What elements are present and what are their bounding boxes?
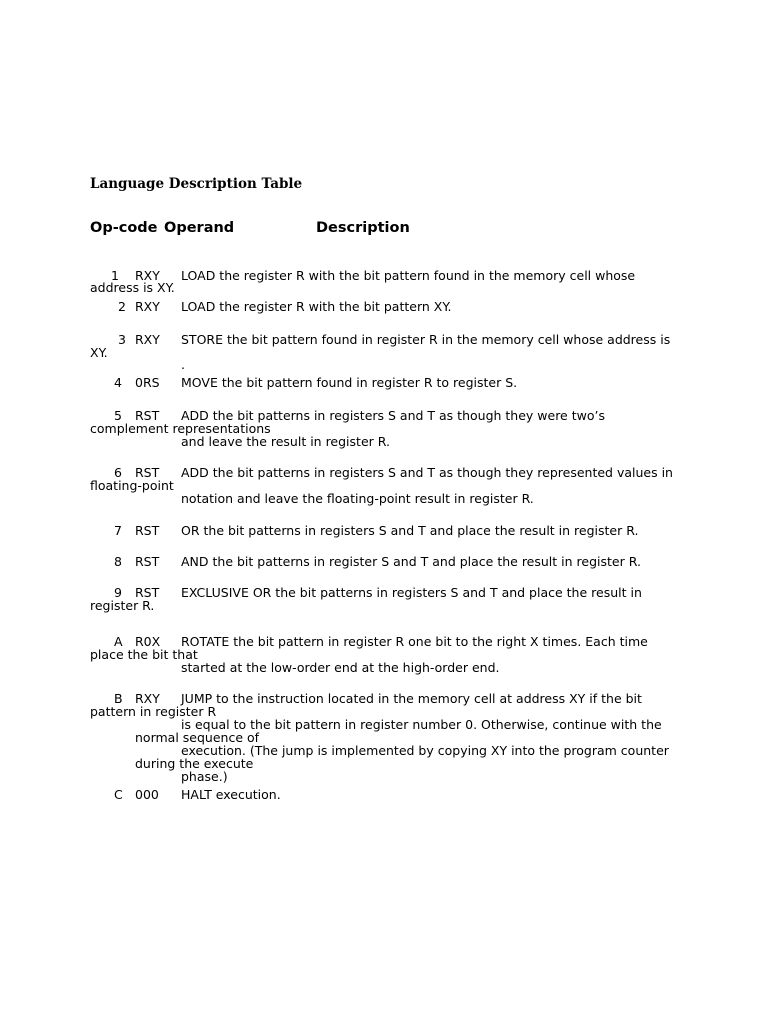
row-b-description-cont-2: execution. (The jump is implemented by copying XY into the program counter	[181, 743, 669, 758]
row-3-opcode: 3	[118, 332, 126, 347]
row-6-description: ADD the bit patterns in registers S and T as though they represented values in	[181, 465, 673, 480]
row-b-description-wrap: pattern in register R	[90, 704, 217, 719]
row-1-description: LOAD the register R with the bit pattern found in the memory cell whose	[181, 268, 636, 283]
row-b-description: JUMP to the instruction located in the memory cell at address XY if the bit	[181, 691, 642, 706]
row-9-description: EXCLUSIVE OR the bit patterns in registers S and T and place the result in	[181, 585, 642, 600]
row-b-description-wrap-3: during the execute	[135, 756, 254, 771]
row-2-operand: RXY	[135, 299, 160, 314]
header-description: Description	[316, 220, 410, 236]
row-a-opcode: A	[114, 634, 123, 649]
row-9-description-wrap: register R.	[90, 598, 155, 613]
row-c-description: HALT execution.	[181, 787, 281, 802]
row-5-description-cont: and leave the result in register R.	[181, 434, 390, 449]
row-5-operand: RST	[135, 408, 160, 423]
row-7-operand: RST	[135, 523, 160, 538]
row-1-operand: RXY	[135, 268, 160, 283]
row-3-description-wrap: XY.	[90, 345, 108, 360]
row-c-opcode: C	[114, 787, 123, 802]
row-a-description-cont: started at the low-order end at the high-order end.	[181, 660, 500, 675]
row-2-opcode: 2	[118, 299, 126, 314]
row-a-operand: R0X	[135, 634, 161, 649]
row-8-operand: RST	[135, 554, 160, 569]
row-b-description-wrap-2: normal sequence of	[135, 730, 260, 745]
row-6-description-wrap: floating-point	[90, 478, 174, 493]
row-7-opcode: 7	[114, 523, 122, 538]
row-5-description: ADD the bit patterns in registers S and T as though they were two’s	[181, 408, 605, 423]
row-b-opcode: B	[114, 691, 123, 706]
row-4-opcode: 4	[114, 375, 122, 390]
row-3-description: STORE the bit pattern found in register R in the memory cell whose address is	[181, 332, 671, 347]
row-c-operand: 000	[135, 787, 159, 802]
row-3-operand: RXY	[135, 332, 160, 347]
row-a-description-wrap: place the bit that	[90, 647, 198, 662]
row-9-operand: RST	[135, 585, 160, 600]
header-operand: Operand	[164, 220, 235, 236]
row-5-description-wrap: complement representations	[90, 421, 271, 436]
row-4-operand: 0RS	[135, 375, 160, 390]
document-title: Language Description Table	[90, 176, 303, 192]
header-opcode: Op-code	[90, 220, 158, 236]
row-8-opcode: 8	[114, 554, 122, 569]
row-6-operand: RST	[135, 465, 160, 480]
row-1-description-wrap: address is XY.	[90, 280, 175, 295]
row-5-opcode: 5	[114, 408, 122, 423]
row-a-description: ROTATE the bit pattern in register R one bit to the right X times. Each time	[181, 634, 648, 649]
row-b-description-cont-3: phase.)	[181, 769, 228, 784]
row-b-description-cont: is equal to the bit pattern in register number 0. Otherwise, continue with the	[181, 717, 662, 732]
row-8-description: AND the bit patterns in register S and T and place the result in register R.	[181, 554, 641, 569]
row-4-description: MOVE the bit pattern found in register R to register S.	[181, 375, 518, 390]
row-6-opcode: 6	[114, 465, 122, 480]
row-9-opcode: 9	[114, 585, 122, 600]
row-1-opcode: 1	[111, 268, 119, 283]
row-2-description: LOAD the register R with the bit pattern XY.	[181, 299, 452, 314]
row-3-stray-mark: .	[181, 357, 185, 372]
row-7-description: OR the bit patterns in registers S and T and place the result in register R.	[181, 523, 639, 538]
row-b-operand: RXY	[135, 691, 160, 706]
row-6-description-cont: notation and leave the floating-point result in register R.	[181, 491, 534, 506]
